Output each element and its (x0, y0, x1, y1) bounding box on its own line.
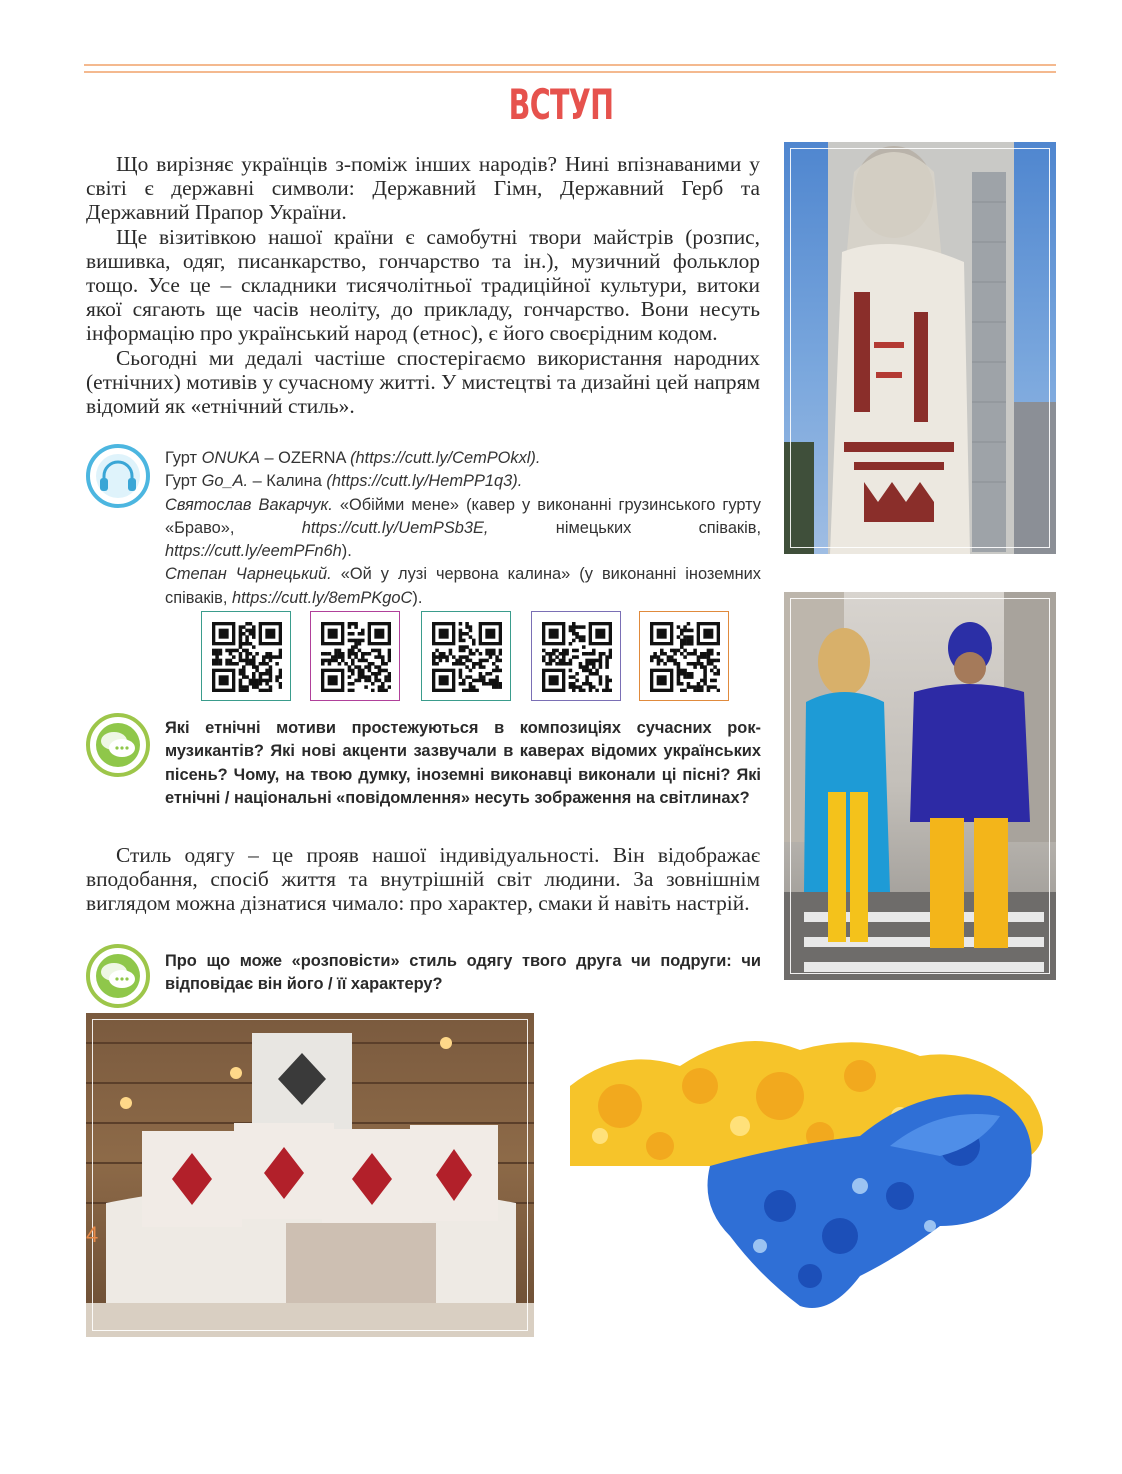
style-text (86, 843, 760, 916)
page-title: ВСТУП (508, 80, 614, 129)
text: ). (341, 542, 352, 561)
photo-frame (790, 598, 1050, 974)
link[interactable]: https://cutt.ly/UemPSb3E, (301, 518, 489, 537)
embroidered-pillows-photo (86, 1013, 534, 1337)
intro-paragraph-2: Ще візитівкою нашої країни є самобутні твори майстрів (розпис, вишивка, одяг, писанкарство, гончарство та ін.), музичний фольклор тощо. Усе це – складники тисячолітньої традиційної культури, витоки якої сягають ще часів неоліту, до прикладу, гончарство. Вони несуть інформацію про український народ (етнос), є його своєрідним кодом. (86, 224, 760, 346)
mural-building-photo (784, 142, 1056, 554)
music-item-vakarchuk (165, 494, 761, 564)
qr-code-goa[interactable] (310, 611, 400, 701)
qr-pattern (321, 622, 391, 692)
chat-bubbles-icon (90, 948, 146, 1004)
link[interactable]: https://cutt.ly/8emPKgoC (231, 588, 413, 607)
text: «Ой у лузі червона калина» (у виконанні іноземних співаків, (165, 565, 761, 607)
photo-frame (790, 148, 1050, 548)
band-name: ONUKA (201, 449, 260, 467)
qr-pattern (212, 622, 282, 692)
music-item-charnetsky (165, 563, 761, 610)
band-name: Go_A. (201, 472, 249, 491)
text: ). (412, 588, 423, 607)
link[interactable]: https://cutt.ly/eemPFn6h (165, 542, 342, 561)
style-paragraph: Стиль одягу – це прояв нашої індивідуальності. Він відображає вподобання, спосіб життя та внутрішній світ людини. За зовнішнім виглядом можна дізнатися чимало: про характер, смаки й навіть настрій. (86, 843, 760, 916)
qr-code-vakarchuk-german[interactable] (531, 611, 621, 701)
qr-pattern (542, 622, 612, 692)
text: Гурт (165, 472, 202, 491)
qr-code-charnetsky[interactable] (639, 611, 729, 701)
headphones-icon (90, 448, 146, 504)
artist-name: Степан Чарнецький. (165, 565, 332, 584)
qr-code-onuka[interactable] (201, 611, 291, 701)
couple-street-photo (784, 592, 1056, 980)
question-ethnic-motifs: Які етнічні мотиви простежуються в композиціях сучасних рок-музикантів? Які нові акценти зазвучали в каверах відомих українських пісень? Чому, на твою думку, іноземні виконавці виконали ці пісні? Які етнічні / національні «повідомлення» несуть зображення на світлинах? (165, 719, 761, 807)
text: Гурт (165, 449, 202, 467)
link[interactable]: (https://cutt.ly/CemPOkxl). (350, 449, 541, 467)
text: німецьких співаків, (488, 518, 762, 537)
discussion-badge-1 (86, 713, 150, 777)
qr-pattern (432, 622, 502, 692)
listen-badge (86, 444, 150, 508)
intro-text (86, 152, 760, 418)
photo-frame (92, 1019, 528, 1331)
discussion-badge-2 (86, 944, 150, 1008)
link[interactable]: (https://cutt.ly/HemPP1q3). (326, 472, 523, 491)
music-item-goa (165, 470, 761, 493)
header-rule-bottom (84, 71, 1056, 73)
qr-code-vakarchuk-georgian[interactable] (421, 611, 511, 701)
intro-paragraph-3: Сьогодні ми дедалі частіше спостерігаємо використання народних (етнічних) мотивів у сучасному житті. У мистецтві та дизайні цей напрям відомий як «етнічний стиль». (86, 345, 760, 419)
petrykivka-ukraine-map (560, 1026, 1056, 1326)
header-rule-top (84, 64, 1056, 66)
text: – Калина (248, 472, 327, 491)
chat-bubbles-icon (90, 717, 146, 773)
text: «Обійми мене» (кавер у виконанні грузинського гурту «Браво», (165, 495, 762, 537)
music-item-onuka (165, 447, 761, 470)
intro-paragraph-1: Що вирізняє українців з-поміж інших народів? Нині впізнаваними у світі є державні символи: Державний Гімн, Державний Герб та Державний Прапор України. (86, 152, 760, 225)
artist-name: Святослав Вакарчук. (165, 495, 333, 514)
question-clothing-style: Про що може «розповісти» стиль одягу твого друга чи подруги: чи відповідає він його / її характеру? (165, 952, 761, 994)
page-number: 4 (86, 1222, 99, 1247)
text: – OZERNA (259, 449, 351, 467)
music-links (165, 447, 761, 610)
qr-pattern (650, 622, 720, 692)
ukraine-map-illustration (560, 1026, 1056, 1326)
